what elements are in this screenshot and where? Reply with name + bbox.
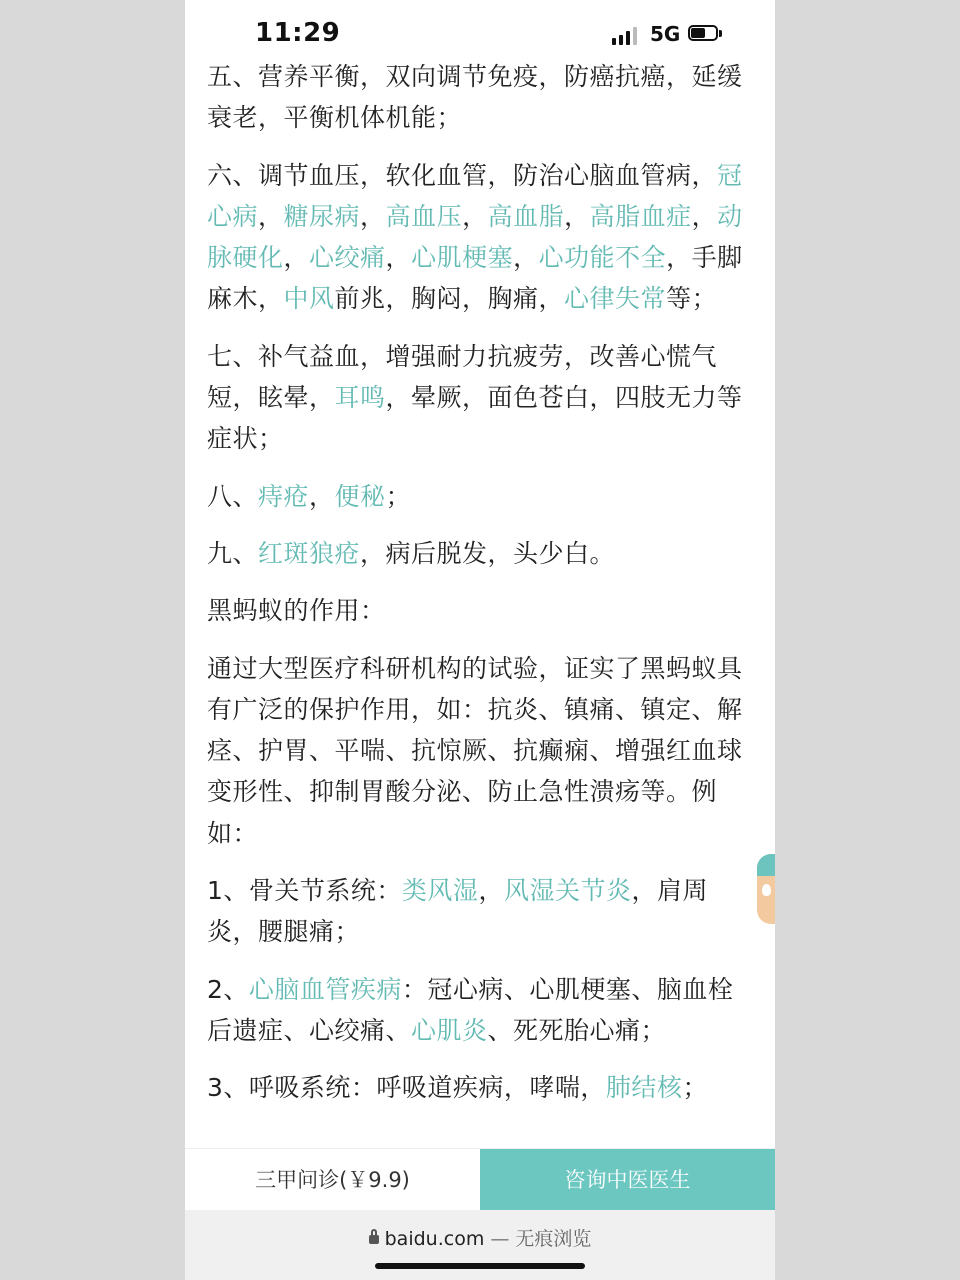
paragraph-text: 等；: [666, 284, 718, 314]
disease-link[interactable]: 心功能不全: [538, 243, 667, 273]
disease-link[interactable]: 心绞痛: [309, 243, 386, 273]
disease-link[interactable]: 心律失常: [564, 284, 667, 314]
browser-address-bar[interactable]: [185, 1210, 775, 1280]
signal-icon: [612, 27, 638, 45]
paragraph-text: 七、补气益血，增强耐力抗疲劳，改善心慌气短，眩晕，: [207, 341, 718, 413]
paragraph-text: ，: [360, 201, 386, 231]
disease-link[interactable]: 耳鸣: [334, 383, 386, 413]
disease-link[interactable]: 心肌炎: [411, 1015, 488, 1045]
disease-link[interactable]: 风湿关节炎: [503, 876, 632, 906]
paragraph-text: ，: [258, 201, 284, 231]
disease-link[interactable]: 糖尿病: [283, 201, 361, 231]
article-paragraph: [207, 969, 755, 1052]
disease-link[interactable]: 类风湿: [401, 876, 479, 906]
paragraph-text: 1、骨关节系统：: [207, 876, 402, 906]
paragraph-text: ，手脚麻木，: [207, 243, 743, 314]
article-paragraph: [207, 56, 755, 139]
paragraph-text: ，: [478, 876, 504, 906]
consult-doctor-button[interactable]: 咨询中医医生: [480, 1149, 775, 1211]
paragraph-text: ，肩周炎，腰腿痛；: [207, 876, 708, 947]
article-paragraph: [207, 155, 755, 320]
paragraph-text: ，晕厥，面色苍白，四肢无力等症状；: [207, 383, 743, 454]
article-paragraph: [207, 533, 755, 574]
paragraph-text: ：冠心病、心肌梗塞、脑血栓后遗症、心绞痛、: [207, 974, 734, 1045]
disease-link[interactable]: 心脑血管疾病: [248, 974, 402, 1004]
floating-consult-icon[interactable]: [757, 854, 775, 924]
paragraph-text: ；: [385, 481, 412, 511]
disease-link[interactable]: 动脉硬化: [207, 201, 743, 273]
article-paragraph: [207, 870, 755, 953]
paid-consult-button[interactable]: 三甲问诊(￥9.9): [185, 1149, 480, 1211]
disease-link[interactable]: 高血脂: [487, 201, 565, 231]
paragraph-text: 通过大型医疗科研机构的试验，证实了黑蚂蚁具有广泛的保护作用，如：抗炎、镇痛、镇定、解痉、护胃、平喘、抗惊厥、抗癫痫、增强红血球变形性、抑制胃酸分泌、防止急性溃疡等。例如：: [207, 653, 743, 848]
paragraph-text: ，: [691, 201, 718, 231]
home-indicator[interactable]: [375, 1263, 585, 1269]
paragraph-text: 八、: [207, 481, 259, 511]
paragraph-text: 黑蚂蚁的作用：: [207, 596, 386, 626]
article-paragraph: [207, 336, 755, 460]
disease-link[interactable]: 高血压: [385, 201, 463, 231]
paragraph-text: ，: [385, 243, 412, 273]
paragraph-text: ，: [462, 201, 488, 231]
paragraph-text: ，: [564, 201, 590, 231]
paragraph-text: ；: [682, 1073, 708, 1103]
paragraph-text: 2、: [207, 974, 249, 1004]
disease-link[interactable]: 冠心病: [207, 160, 743, 231]
lock-icon: [369, 1235, 379, 1244]
article-paragraph: [207, 476, 755, 517]
bottom-action-bar: [185, 1148, 775, 1211]
disease-link[interactable]: 高脂血症: [589, 201, 692, 231]
disease-link[interactable]: 心肌梗塞: [411, 243, 514, 273]
disease-link[interactable]: 痔疮: [258, 481, 310, 511]
browsing-mode: 无痕浏览: [515, 1228, 592, 1250]
disease-link[interactable]: 中风: [283, 284, 335, 314]
paragraph-text: ，病后脱发，头少白。: [360, 538, 616, 568]
article-content: [207, 56, 755, 1146]
network-type: 5G: [650, 22, 681, 46]
paragraph-text: 、死死胎心痛；: [487, 1015, 667, 1045]
url-separator: —: [490, 1228, 510, 1250]
paragraph-text: 前兆，胸闷，胸痛，: [334, 284, 565, 314]
paragraph-text: 3、呼吸系统：呼吸道疾病，哮喘，: [207, 1073, 606, 1103]
article-paragraph: [207, 1067, 755, 1108]
paragraph-text: ，: [309, 481, 335, 511]
disease-link[interactable]: 肺结核: [605, 1073, 683, 1103]
article-paragraph: [207, 590, 755, 631]
url-display[interactable]: [185, 1224, 775, 1251]
phone-screen: [185, 0, 775, 1280]
disease-link[interactable]: 便秘: [334, 481, 386, 511]
paragraph-text: 九、: [207, 538, 259, 568]
paragraph-text: 五、营养平衡，双向调节免疫，防癌抗癌，延缓衰老，平衡机体机能；: [207, 62, 743, 133]
article-paragraph: [207, 648, 755, 854]
paragraph-text: ，: [283, 243, 310, 273]
paragraph-text: 六、调节血压，软化血管，防治心脑血管病，: [207, 160, 718, 190]
status-time: 11:29: [255, 18, 341, 48]
battery-icon: [688, 25, 724, 43]
status-bar: [185, 0, 775, 62]
url-domain: baidu.com: [384, 1228, 485, 1250]
disease-link[interactable]: 红斑狼疮: [258, 538, 361, 568]
paragraph-text: ，: [513, 243, 539, 273]
